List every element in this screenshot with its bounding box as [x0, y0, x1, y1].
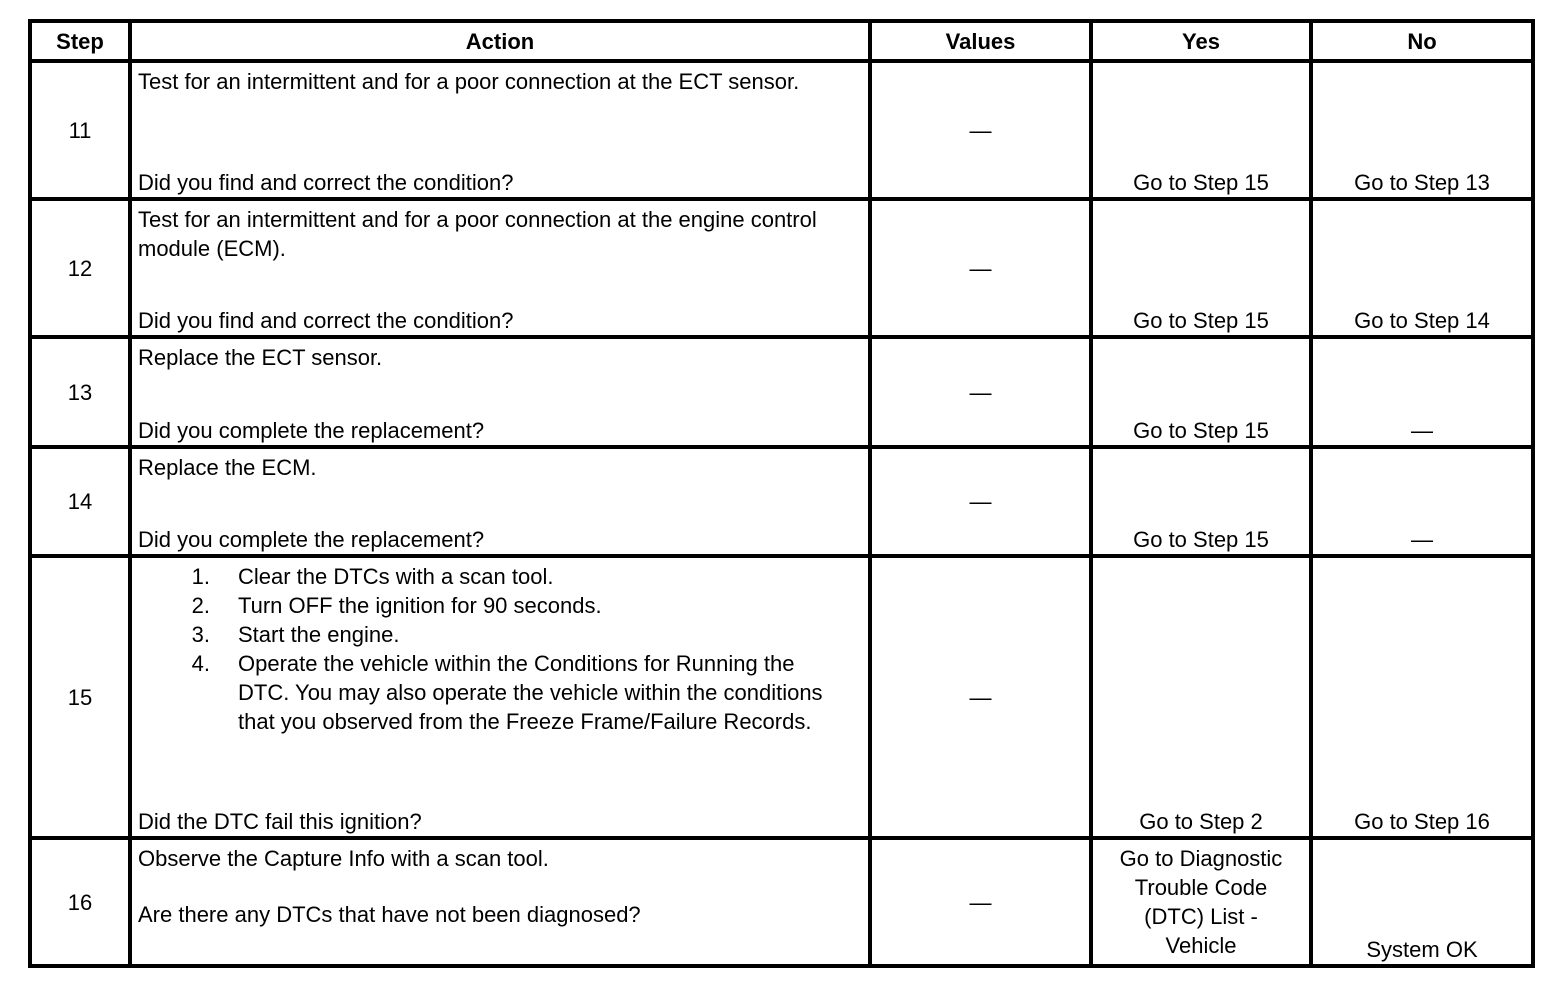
- yes-cell: Go to Step 2: [1091, 556, 1311, 838]
- step-number: 14: [30, 447, 130, 556]
- action-question: Are there any DTCs that have not been diagnosed?: [138, 902, 641, 927]
- values-cell: [870, 838, 1091, 966]
- list-item: [138, 649, 862, 736]
- value-text: —: [969, 889, 992, 915]
- table-row: [30, 199, 1533, 337]
- yes-cell: Go to Step 15: [1091, 199, 1311, 337]
- table-row: [30, 61, 1533, 199]
- no-cell: —: [1311, 337, 1533, 447]
- list-text: Clear the DTCs with a scan tool.: [238, 564, 554, 589]
- step-number: 15: [30, 556, 130, 838]
- action-text: Replace the ECT sensor.: [138, 345, 383, 370]
- header-action: Action: [130, 21, 870, 61]
- action-cell: [130, 556, 870, 838]
- action-text: Observe the Capture Info with a scan tool.: [138, 846, 549, 871]
- value-text: —: [969, 489, 992, 514]
- action-text: Replace the ECM.: [138, 455, 317, 480]
- list-item: [138, 562, 862, 591]
- values-cell: [870, 199, 1091, 337]
- value-text: —: [969, 117, 992, 143]
- list-number: 4.: [191, 651, 210, 676]
- values-cell: [870, 447, 1091, 556]
- values-cell: [870, 61, 1091, 199]
- header-step: Step: [30, 21, 130, 61]
- action-text: Test for an intermittent and for a poor connection at the engine control module (ECM).: [138, 207, 817, 261]
- action-question: Did you find and correct the condition?: [138, 170, 514, 195]
- action-text: Test for an intermittent and for a poor connection at the ECT sensor.: [138, 69, 800, 94]
- value-text: —: [969, 684, 992, 710]
- table-row: [30, 838, 1533, 966]
- list-text: Start the engine.: [238, 622, 400, 647]
- no-cell: Go to Step 14: [1311, 199, 1533, 337]
- diagnostic-table: [28, 19, 1535, 968]
- step-number: 12: [30, 199, 130, 337]
- action-cell: [130, 337, 870, 447]
- list-text: Turn OFF the ignition for 90 seconds.: [238, 593, 602, 618]
- header-values: Values: [870, 21, 1091, 61]
- action-cell: [130, 199, 870, 337]
- action-question: Did you find and correct the condition?: [138, 308, 514, 333]
- value-text: —: [969, 379, 992, 405]
- list-text: Operate the vehicle within the Conditions for Running the DTC. You may also operate the vehicle within the conditions that you observed from the Freeze Frame/Failure Records.: [238, 651, 823, 734]
- header-yes: Yes: [1091, 21, 1311, 61]
- yes-link-text: Go to Diagnostic Trouble Code (DTC) List - Vehicle: [1119, 846, 1283, 958]
- yes-cell: [1091, 838, 1311, 966]
- yes-cell: Go to Step 15: [1091, 61, 1311, 199]
- yes-cell: Go to Step 15: [1091, 447, 1311, 556]
- action-steps-list: [138, 562, 862, 736]
- table-row: [30, 556, 1533, 838]
- no-cell: Go to Step 16: [1311, 556, 1533, 838]
- no-cell: Go to Step 13: [1311, 61, 1533, 199]
- yes-cell: Go to Step 15: [1091, 337, 1311, 447]
- header-no: No: [1311, 21, 1533, 61]
- list-number: 2.: [191, 593, 210, 618]
- action-question: Did you complete the replacement?: [138, 418, 485, 443]
- values-cell: [870, 556, 1091, 838]
- list-number: 1.: [191, 564, 210, 589]
- step-number: 16: [30, 838, 130, 966]
- value-text: —: [969, 255, 992, 281]
- list-number: 3.: [191, 622, 210, 647]
- action-question: Did the DTC fail this ignition?: [138, 809, 422, 834]
- values-cell: [870, 337, 1091, 447]
- action-question: Did you complete the replacement?: [138, 527, 485, 552]
- no-cell: System OK: [1311, 838, 1533, 966]
- table-row: [30, 447, 1533, 556]
- step-number: 11: [30, 61, 130, 199]
- table-row: [30, 337, 1533, 447]
- action-cell: [130, 447, 870, 556]
- no-cell: —: [1311, 447, 1533, 556]
- list-item: [138, 620, 862, 649]
- step-number: 13: [30, 337, 130, 447]
- action-cell: [130, 838, 870, 966]
- header-row: [30, 21, 1533, 61]
- list-item: [138, 591, 862, 620]
- action-cell: [130, 61, 870, 199]
